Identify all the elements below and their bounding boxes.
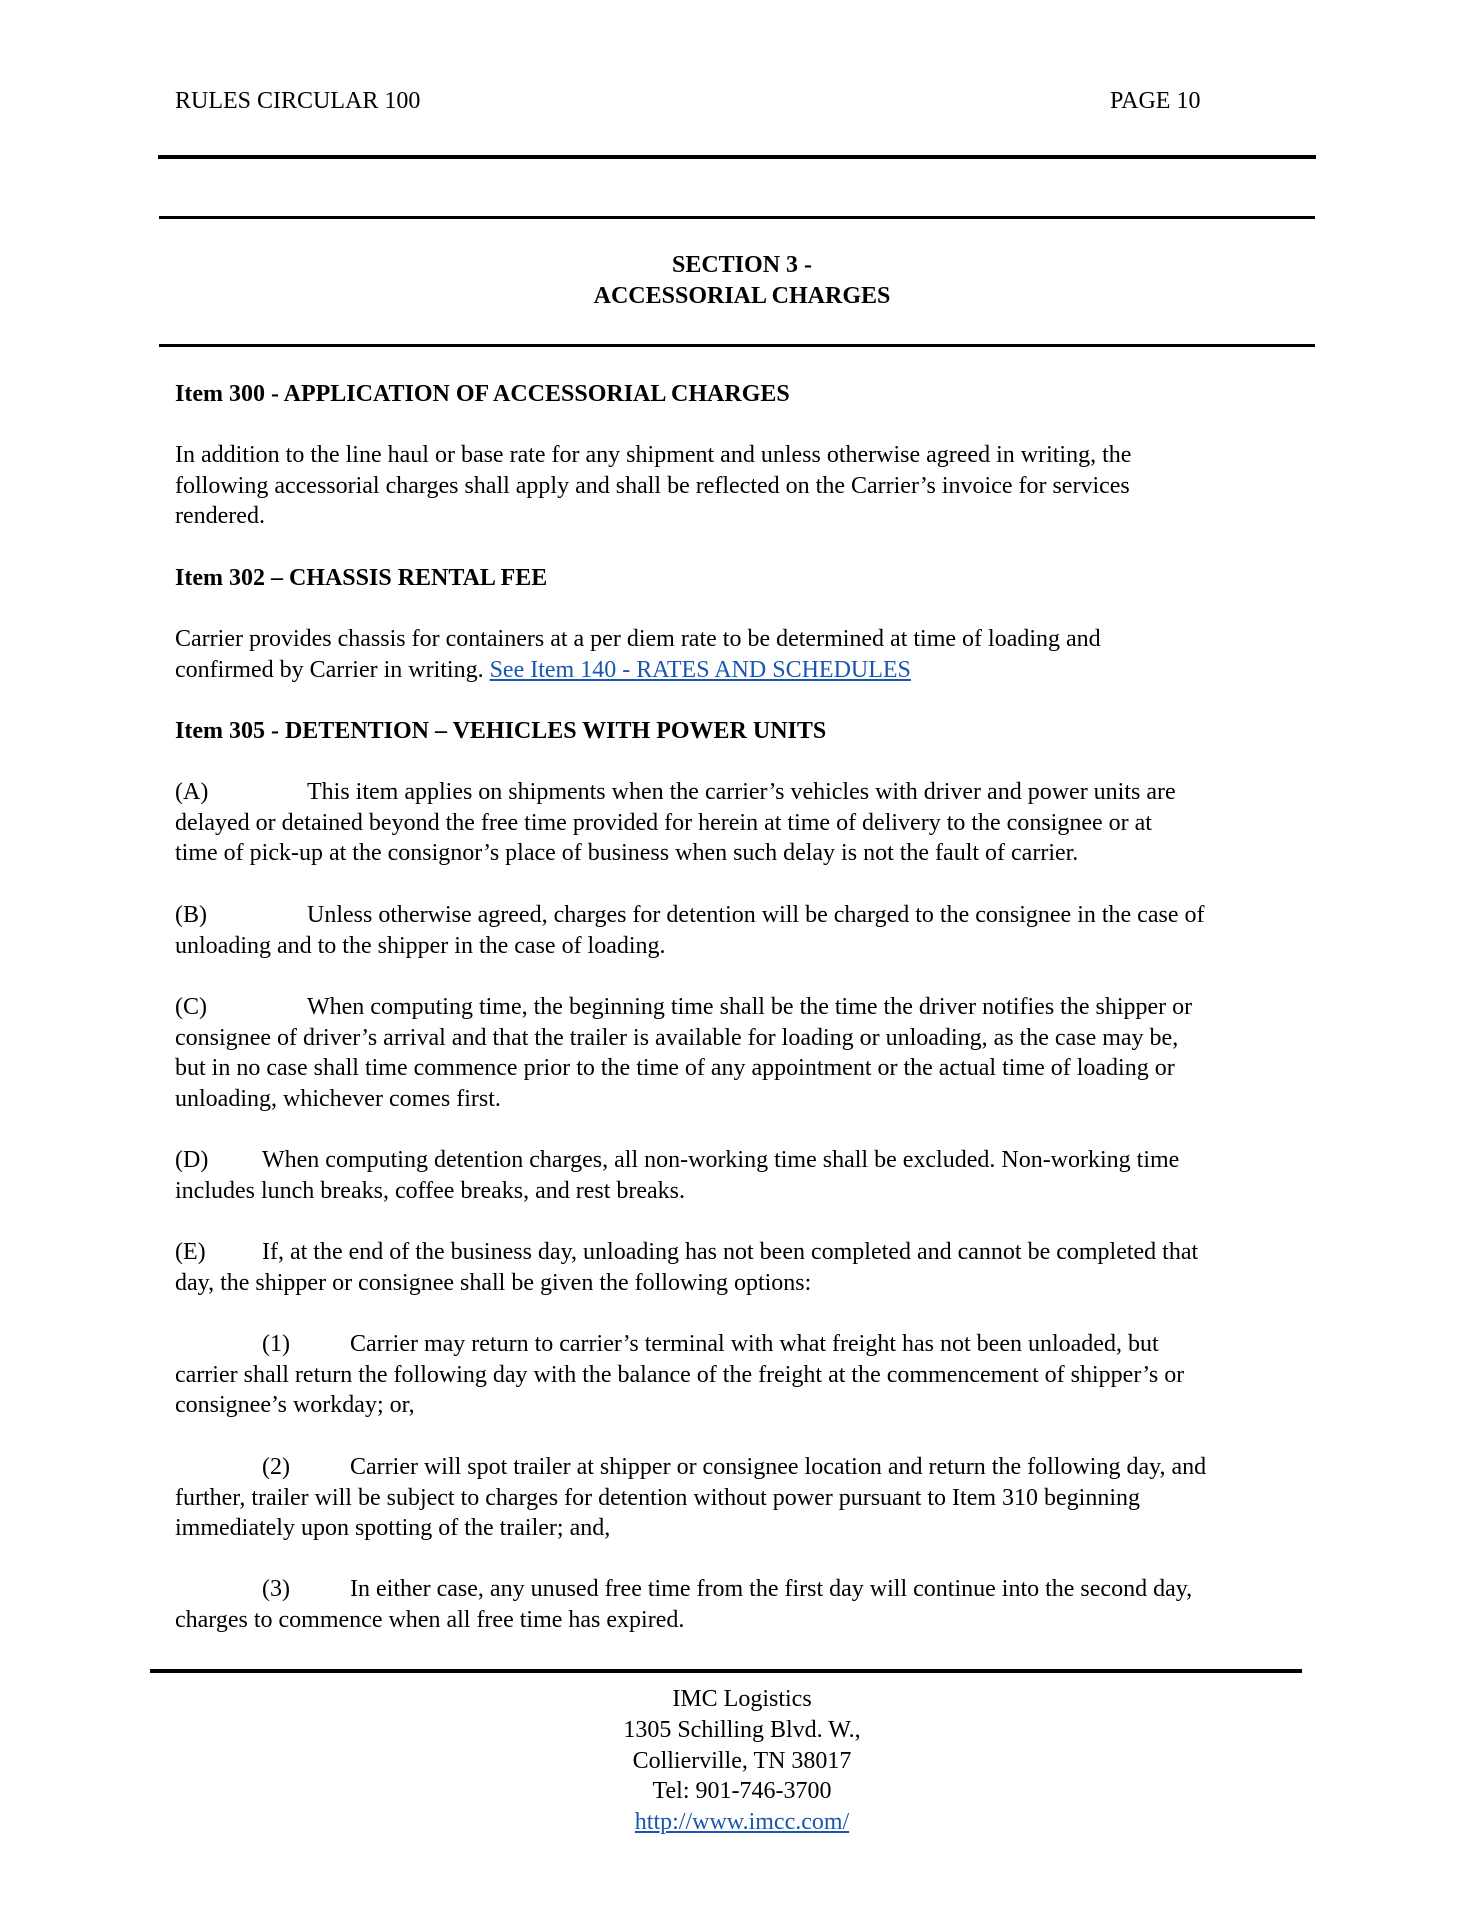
text-line: delayed or detained beyond the free time provided for herein at time of delivery to the consignee or at xyxy=(175,809,1152,836)
text-line: When computing detention charges, all non-working time shall be excluded. Non-working time xyxy=(262,1147,1180,1173)
section-number: SECTION 3 - xyxy=(671,252,813,278)
text-line: consignee of driver’s arrival and that the trailer is available for loading or unloading, as the case may be, xyxy=(175,1024,1179,1051)
text-line: Carrier may return to carrier’s terminal with what freight has not been unloaded, but xyxy=(350,1331,1159,1357)
option-3 xyxy=(175,1574,1192,1635)
text-line: further, trailer will be subject to charges for detention without power pursuant to Item 310 beginning xyxy=(175,1484,1141,1511)
item-302-body xyxy=(175,624,1101,685)
text-line: Carrier provides chassis for containers at a per diem rate to be determined at time of loading and xyxy=(175,626,1101,652)
para-label: (A) xyxy=(175,779,209,805)
text-line: carrier shall return the following day with the balance of the freight at the commencement of shipper’s or xyxy=(175,1361,1185,1388)
para-label: (3) xyxy=(262,1576,290,1602)
text-line: time of pick-up at the consignor’s place of business when such delay is not the fault of carrier. xyxy=(175,840,1079,867)
text-line: unloading and to the shipper in the case of loading. xyxy=(175,932,666,959)
text-line: includes lunch breaks, coffee breaks, and rest breaks. xyxy=(175,1177,686,1204)
paragraph-c xyxy=(175,992,1192,1114)
section-rule-top xyxy=(159,216,1315,219)
header-title: RULES CIRCULAR 100 xyxy=(175,88,421,114)
text-line: This item applies on shipments when the carrier’s vehicles with driver and power units are xyxy=(307,779,1176,805)
item-302-heading: Item 302 – CHASSIS RENTAL FEE xyxy=(175,565,548,591)
item-140-link[interactable]: See Item 140 - RATES AND SCHEDULES xyxy=(489,656,911,683)
text-line: charges to commence when all free time has expired. xyxy=(175,1606,685,1633)
item-300-heading: Item 300 - APPLICATION OF ACCESSORIAL CHARGES xyxy=(175,381,790,407)
text-line: When computing time, the beginning time shall be the time the driver notifies the shipper or xyxy=(307,994,1193,1020)
section-title: ACCESSORIAL CHARGES xyxy=(593,283,891,309)
footer-website-link[interactable]: http://www.imcc.com/ xyxy=(634,1809,850,1835)
para-label: (D) xyxy=(175,1147,209,1173)
text-line: consignee’s workday; or, xyxy=(175,1392,415,1419)
item-305-heading: Item 305 - DETENTION – VEHICLES WITH POWER UNITS xyxy=(175,718,827,744)
text-line: unloading, whichever comes first. xyxy=(175,1085,501,1112)
text-line: day, the shipper or consignee shall be given the following options: xyxy=(175,1269,812,1296)
footer-phone: Tel: 901-746-3700 xyxy=(652,1778,832,1804)
paragraph-b xyxy=(175,900,1204,961)
footer-rule xyxy=(150,1669,1302,1673)
text-line: immediately upon spotting of the trailer; and, xyxy=(175,1515,611,1542)
option-1 xyxy=(175,1329,1184,1421)
para-label: (2) xyxy=(262,1454,290,1480)
text-line: In addition to the line haul or base rate for any shipment and unless otherwise agreed in writing, the xyxy=(175,442,1132,468)
paragraph-a xyxy=(175,777,1176,869)
text-line: rendered. xyxy=(175,503,265,530)
para-label: (B) xyxy=(175,902,207,928)
footer-address-line2: Collierville, TN 38017 xyxy=(632,1748,852,1774)
para-label: (E) xyxy=(175,1239,206,1265)
footer-company: IMC Logistics xyxy=(672,1686,812,1712)
header-rule xyxy=(158,155,1316,159)
para-label: (1) xyxy=(262,1331,290,1357)
text-line: Carrier will spot trailer at shipper or consignee location and return the following day, and xyxy=(350,1454,1207,1480)
footer-address-line1: 1305 Schilling Blvd. W., xyxy=(623,1717,861,1743)
paragraph-e xyxy=(175,1237,1198,1298)
paragraph-d xyxy=(175,1145,1179,1206)
section-rule-bottom xyxy=(159,344,1315,347)
para-label: (C) xyxy=(175,994,207,1020)
text-line: confirmed by Carrier in writing. xyxy=(175,656,490,683)
footer-url-wrap xyxy=(0,1807,1484,1838)
text-line: but in no case shall time commence prior to the time of any appointment or the actual time of loading or xyxy=(175,1055,1175,1082)
page-number: PAGE 10 xyxy=(1110,88,1201,114)
text-line: following accessorial charges shall apply and shall be reflected on the Carrier’s invoice for services xyxy=(175,472,1130,499)
item-300-body xyxy=(175,440,1131,532)
text-line: In either case, any unused free time from the first day will continue into the second day, xyxy=(350,1576,1193,1602)
text-line: If, at the end of the business day, unloading has not been completed and cannot be completed that xyxy=(262,1239,1199,1265)
text-line: Unless otherwise agreed, charges for detention will be charged to the consignee in the case of xyxy=(307,902,1205,928)
option-2 xyxy=(175,1452,1206,1544)
